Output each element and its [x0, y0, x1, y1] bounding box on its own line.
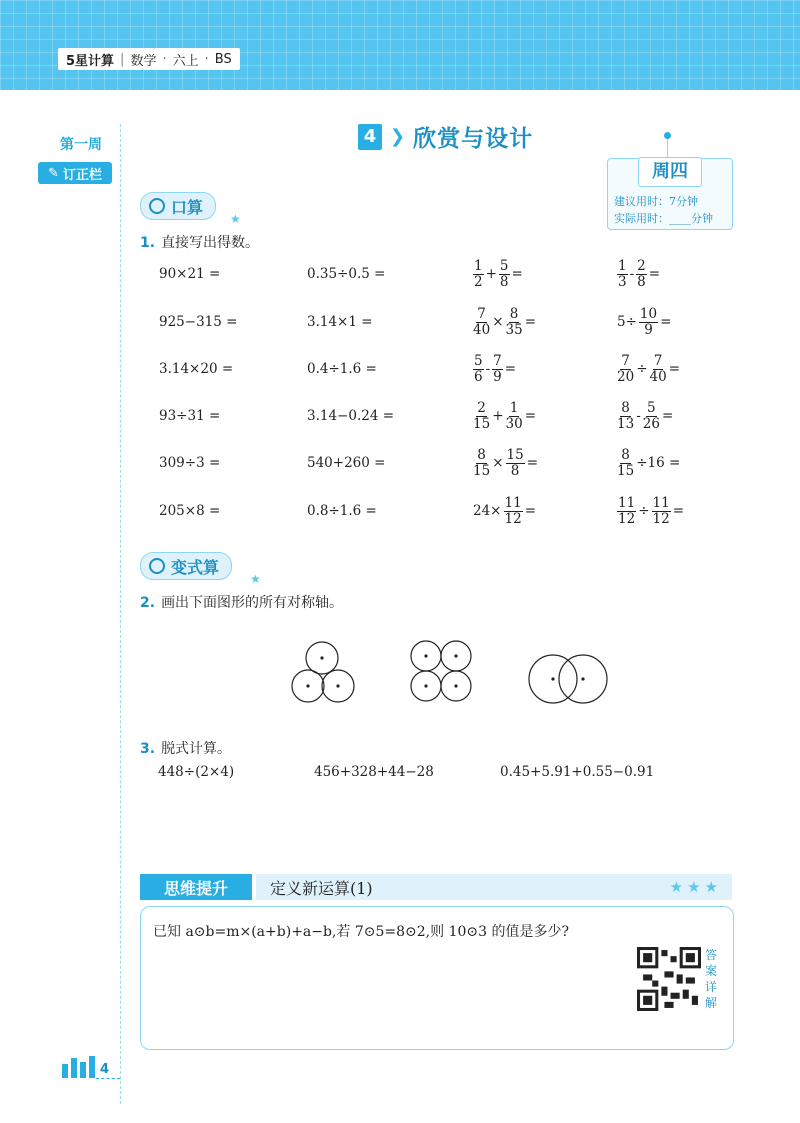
figure-four-circles — [411, 641, 471, 701]
lesson-number: 4 — [358, 124, 382, 150]
operator: = — [648, 266, 661, 282]
problem — [616, 300, 672, 344]
problem — [472, 347, 517, 391]
operator: = — [672, 503, 684, 519]
thinking-banner — [140, 874, 732, 900]
problem — [306, 394, 395, 438]
operator: = — [524, 503, 536, 519]
fraction: $\frac{11}{12}$ — [504, 494, 522, 527]
thinking-question: 已知 a⊙b=m×(a+b)+a−b,若 7⊙5=8⊙2,则 10⊙3 的值是多少? — [153, 924, 569, 940]
brand-label — [58, 48, 240, 70]
operator: ÷ — [636, 361, 648, 377]
operator: = — [511, 266, 523, 282]
fraction: $\frac{7}{40}$ — [473, 305, 491, 338]
qr-label: 答案详解 — [705, 948, 718, 1010]
header-band — [0, 0, 800, 90]
fraction: $\frac{1}{3}$ — [618, 257, 627, 290]
operator: 93÷31 = — [159, 408, 221, 424]
problem — [306, 252, 386, 296]
operator: 540+260 = — [307, 455, 386, 471]
problem — [472, 441, 539, 485]
brand-name: 5星计算 — [66, 53, 115, 69]
question-number: 2. — [140, 595, 156, 611]
fraction: $\frac{5}{26}$ — [642, 399, 660, 432]
fraction: $\frac{2}{15}$ — [473, 399, 491, 432]
operator: × — [492, 455, 504, 471]
brand-bar: | — [120, 51, 125, 67]
operator: = — [526, 455, 538, 471]
operator: = — [668, 361, 680, 377]
operator: = — [504, 361, 517, 377]
fraction: $\frac{11}{12}$ — [652, 494, 670, 527]
operator: 309÷3 = — [159, 455, 221, 471]
problem — [306, 347, 378, 391]
week-label: 第一周 — [60, 137, 102, 153]
problem — [158, 489, 221, 533]
question-text: 直接写出得数。 — [161, 235, 260, 251]
fraction: $\frac{1}{2}$ — [474, 257, 483, 290]
fraction: $\frac{7}{9}$ — [493, 352, 502, 385]
operator: 90×21 = — [159, 266, 221, 282]
section-tag-mental — [140, 192, 216, 220]
operator: × — [492, 314, 504, 330]
fraction: $\frac{8}{15}$ — [617, 446, 635, 479]
calc-expression: 456+328+44−28 — [314, 764, 434, 780]
target-icon — [149, 558, 165, 574]
section-tag-variant — [140, 552, 232, 580]
fraction: $\frac{8}{15}$ — [473, 446, 491, 479]
margin-divider — [120, 124, 121, 1104]
page-number: 4 — [100, 1062, 110, 1077]
problem — [158, 300, 238, 344]
correction-column-label — [38, 162, 112, 184]
operator: ÷16 = — [636, 455, 681, 471]
fraction: $\frac{15}{8}$ — [506, 446, 524, 479]
fraction: $\frac{10}{9}$ — [639, 305, 658, 338]
difficulty-stars: ★★★ — [669, 878, 722, 896]
operator: - — [485, 361, 491, 377]
thinking-label: 思维提升 — [140, 874, 252, 900]
sep-2: · — [204, 51, 209, 67]
operator: 3.14×1 = — [307, 314, 373, 330]
page-bars-icon — [62, 1056, 95, 1078]
operator: - — [636, 408, 641, 424]
operator: = — [660, 314, 672, 330]
fraction: $\frac{5}{6}$ — [474, 352, 483, 385]
problem — [158, 347, 234, 391]
star-icon: ★ — [250, 572, 261, 586]
problem — [306, 300, 374, 344]
symmetry-figures — [280, 630, 620, 720]
thinking-box — [140, 906, 734, 1050]
pencil-icon: ✎ — [48, 165, 59, 181]
operator: 0.35÷0.5 = — [307, 266, 386, 282]
chevron-right-icon: ❯ — [390, 126, 406, 147]
edition: BS — [214, 51, 232, 67]
problem — [306, 489, 378, 533]
figure-three-circles — [292, 642, 354, 702]
lesson-title — [358, 120, 533, 153]
day-box — [607, 158, 733, 230]
fraction: $\frac{8}{13}$ — [617, 399, 635, 432]
section-tag-label: 口算 — [171, 197, 204, 217]
stopwatch-icon — [149, 198, 165, 214]
fraction: $\frac{8}{35}$ — [505, 305, 523, 338]
operator: 3.14−0.24 = — [307, 408, 395, 424]
problem — [616, 252, 661, 296]
suggested-time: 建议用时：7分钟 — [614, 195, 698, 208]
problem — [472, 252, 524, 296]
problem — [158, 394, 221, 438]
calc-expression: 448÷(2×4) — [158, 764, 235, 780]
page-divider — [96, 1078, 120, 1079]
operator: + — [492, 408, 504, 424]
calc-expression: 0.45+5.91+0.55−0.91 — [500, 764, 655, 780]
operator: ÷ — [638, 503, 650, 519]
question-text: 画出下面图形的所有对称轴。 — [161, 595, 344, 611]
correction-text: 订正栏 — [62, 167, 102, 183]
grade: 六上 — [172, 53, 199, 69]
problem — [158, 441, 221, 485]
qr-code-icon[interactable] — [637, 947, 701, 1011]
fraction: $\frac{7}{40}$ — [649, 352, 667, 385]
problem — [616, 347, 681, 391]
star-icon: ★ — [230, 212, 241, 226]
section-tag-label: 变式算 — [171, 557, 220, 577]
problem — [616, 394, 674, 438]
fraction: $\frac{7}{20}$ — [617, 352, 635, 385]
day-label: 周四 — [638, 157, 702, 187]
operator: 205×8 = — [159, 503, 221, 519]
operator: + — [485, 266, 497, 282]
problem — [472, 300, 537, 344]
operator: 925−315 = — [159, 314, 238, 330]
figure-overlap-circles — [529, 655, 607, 703]
fraction: $\frac{2}{8}$ — [637, 257, 646, 290]
question-number: 1. — [140, 235, 156, 251]
thinking-title: 定义新运算(1) — [256, 874, 732, 900]
problem — [158, 252, 221, 296]
operator: - — [629, 266, 635, 282]
operator: = — [524, 408, 536, 424]
operator: 5÷ — [617, 314, 637, 330]
problem — [616, 441, 681, 485]
operator: 3.14×20 = — [159, 361, 234, 377]
fraction: $\frac{1}{30}$ — [505, 399, 523, 432]
operator: 0.8÷1.6 = — [307, 503, 377, 519]
operator: 24× — [473, 503, 502, 519]
sep-1: · — [162, 51, 167, 67]
operator: = — [524, 314, 536, 330]
pin-icon — [667, 137, 668, 157]
lesson-name: 欣赏与设计 — [413, 126, 534, 152]
question-2 — [140, 592, 343, 612]
operator: = — [661, 408, 674, 424]
fraction: $\frac{5}{8}$ — [499, 257, 509, 290]
problem — [306, 441, 386, 485]
subject: 数学 — [130, 53, 157, 69]
fraction: $\frac{11}{12}$ — [618, 494, 636, 527]
actual-time: 实际用时：____分钟 — [614, 212, 713, 225]
question-number: 3. — [140, 741, 156, 757]
problem — [472, 394, 537, 438]
problem — [472, 489, 537, 533]
question-text: 脱式计算。 — [161, 741, 232, 757]
operator: 0.4÷1.6 = — [307, 361, 377, 377]
question-1 — [140, 232, 259, 252]
problem — [616, 489, 685, 533]
